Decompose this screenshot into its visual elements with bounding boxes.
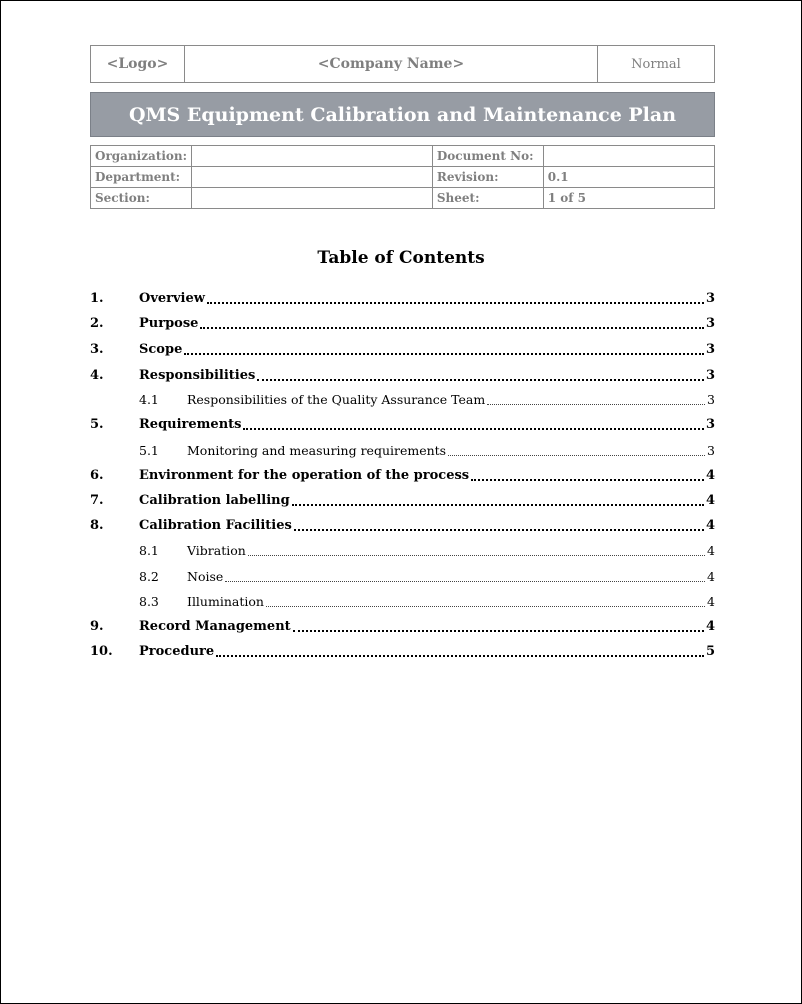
- toc-label: Responsibilities: [139, 368, 256, 383]
- toc-title: Table of Contents: [317, 248, 485, 268]
- toc-leader: [243, 428, 703, 430]
- toc-page: 4: [707, 594, 715, 609]
- toc-label: Purpose: [139, 316, 199, 331]
- toc-entry[interactable]: [90, 638, 715, 660]
- toc-entry[interactable]: [90, 411, 715, 433]
- info-row-section: [91, 188, 715, 209]
- toc-leader: [294, 529, 704, 531]
- info-value: [543, 146, 714, 167]
- toc-number: 3.: [90, 342, 104, 357]
- info-label: Organization:: [91, 146, 192, 167]
- toc-entry[interactable]: [90, 512, 715, 534]
- toc-number: 1.: [90, 291, 104, 306]
- toc-leader: [487, 404, 705, 405]
- toc-leader: [184, 353, 704, 355]
- toc-label: Noise: [187, 569, 224, 584]
- toc-label: Environment for the operation of the process: [139, 468, 470, 483]
- toc-leader: [225, 581, 705, 582]
- toc-label: Responsibilities of the Quality Assurance Team: [187, 392, 486, 407]
- toc-number: 2.: [90, 316, 104, 331]
- toc-leader: [266, 606, 705, 607]
- toc-leader: [200, 327, 704, 329]
- toc-number: 9.: [90, 619, 104, 634]
- toc-number: 8.1: [139, 543, 159, 558]
- company-name: <Company Name>: [185, 46, 598, 82]
- toc-label: Record Management: [139, 619, 291, 634]
- toc-leader: [257, 379, 704, 381]
- toc-label: Vibration: [187, 543, 246, 558]
- info-value: [192, 146, 433, 167]
- toc-page: 4: [707, 543, 715, 558]
- toc-page: 4: [705, 468, 715, 483]
- toc-number: 7.: [90, 493, 104, 508]
- info-row-organization: [91, 146, 715, 167]
- toc-number: 8.2: [139, 569, 159, 584]
- toc-entry[interactable]: [90, 362, 715, 384]
- toc-entry[interactable]: [90, 285, 715, 307]
- toc-leader: [471, 479, 704, 481]
- toc-page: 4: [705, 493, 715, 508]
- toc-page: 3: [705, 316, 715, 331]
- toc-subentry[interactable]: [90, 437, 715, 459]
- toc-entry[interactable]: [90, 487, 715, 509]
- toc-page: 4: [705, 518, 715, 533]
- info-value: [192, 167, 433, 188]
- info-value: 0.1: [543, 167, 714, 188]
- toc-entry[interactable]: [90, 613, 715, 635]
- toc-subentry[interactable]: [90, 563, 715, 585]
- toc-subentry[interactable]: [90, 386, 715, 408]
- toc-number: 5.1: [139, 443, 159, 458]
- toc-leader: [207, 302, 704, 304]
- toc-number: 4.1: [139, 392, 159, 407]
- info-row-department: [91, 167, 715, 188]
- toc-number: 10.: [90, 644, 113, 659]
- info-value: [192, 188, 433, 209]
- toc-entry[interactable]: [90, 336, 715, 358]
- info-label: Revision:: [432, 167, 543, 188]
- header-table: [90, 45, 715, 83]
- document-info-table: [90, 145, 715, 209]
- toc-leader: [292, 504, 704, 506]
- toc-leader: [448, 455, 705, 456]
- document-title-banner: QMS Equipment Calibration and Maintenance Plan: [90, 92, 715, 137]
- toc-entry[interactable]: [90, 310, 715, 332]
- toc-label: Procedure: [139, 644, 215, 659]
- status-label: Normal: [631, 56, 681, 72]
- toc-page: 3: [705, 342, 715, 357]
- toc-subentry[interactable]: [90, 588, 715, 610]
- toc-page: 3: [705, 417, 715, 432]
- toc-entry[interactable]: [90, 462, 715, 484]
- info-value: 1 of 5: [543, 188, 714, 209]
- toc-label: Overview: [139, 291, 205, 306]
- toc-label: Requirements: [139, 417, 242, 432]
- logo-placeholder: <Logo>: [91, 46, 185, 82]
- info-label: Section:: [91, 188, 192, 209]
- toc-page: 4: [705, 619, 715, 634]
- toc-page: 3: [707, 392, 715, 407]
- toc-number: 6.: [90, 468, 104, 483]
- toc-label: Calibration labelling: [139, 493, 290, 508]
- toc-page: 3: [705, 368, 715, 383]
- info-label: Department:: [91, 167, 192, 188]
- toc-leader: [293, 630, 704, 632]
- toc-number: 8.: [90, 518, 104, 533]
- toc-leader: [216, 655, 704, 657]
- toc-number: 8.3: [139, 594, 159, 609]
- info-label: Sheet:: [432, 188, 543, 209]
- toc-page: 3: [707, 443, 715, 458]
- toc-label: Illumination: [187, 594, 264, 609]
- toc-page: 5: [705, 644, 715, 659]
- toc-page: 4: [707, 569, 715, 584]
- toc-number: 4.: [90, 368, 104, 383]
- toc-page: 3: [705, 291, 715, 306]
- toc-number: 5.: [90, 417, 104, 432]
- toc-label: Scope: [139, 342, 183, 357]
- info-label: Document No:: [432, 146, 543, 167]
- toc-subentry[interactable]: [90, 537, 715, 559]
- toc-label: Calibration Facilities: [139, 518, 292, 533]
- toc-leader: [248, 555, 705, 556]
- toc-label: Monitoring and measuring requirements: [187, 443, 447, 458]
